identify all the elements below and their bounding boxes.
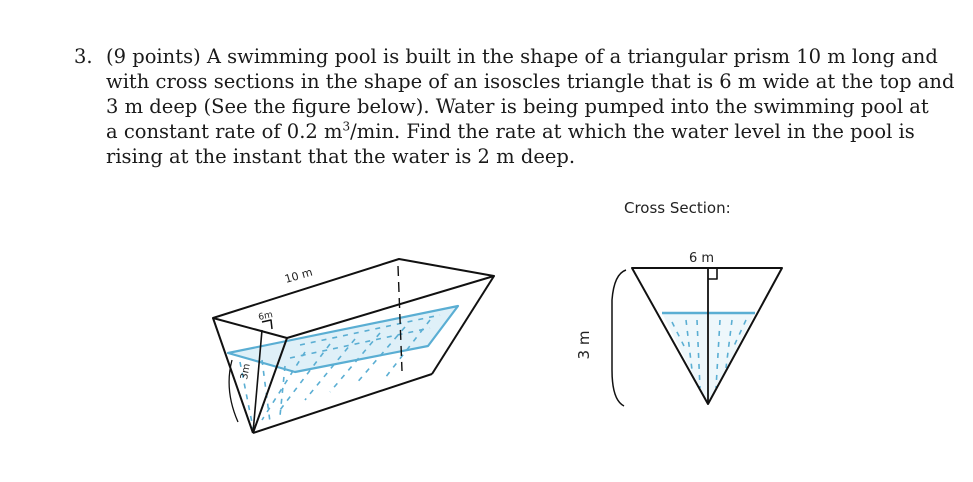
cube-exponent: 3: [342, 119, 351, 134]
prism-diagram: [213, 259, 494, 433]
problem-line-3: 3 m deep (See the figure below). Water is being pumped into the swimming pool at: [106, 95, 929, 118]
problem-line-2: with cross sections in the shape of an isoscles triangle that is 6 m wide at the top and: [106, 70, 955, 93]
problem-line-5: rising at the instant that the water is 2 m deep.: [106, 145, 576, 168]
cross-section-title: Cross Section:: [624, 199, 731, 217]
cross-section-width-label: 6 m: [689, 251, 715, 266]
prism-depth-label: 3m: [239, 362, 253, 381]
cross-section-depth-bracket: [612, 270, 626, 406]
prism-width-label: 6m: [257, 310, 274, 323]
problem-line-4: a constant rate of 0.2 $m^3/\min$. Find the rate at which the water level in the pool is: [106, 119, 915, 143]
prism-top-rim: [213, 259, 494, 338]
cross-section-diagram: [612, 268, 782, 406]
problem-line-1: (9 points) A swimming pool is built in the shape of a triangular prism 10 m long and: [106, 45, 938, 68]
cross-section-depth-label: 3 m: [575, 330, 593, 360]
points-label: (9 points): [106, 45, 201, 68]
problem-number: 3.: [74, 45, 93, 68]
prism-length-label: 10 m: [283, 265, 314, 286]
